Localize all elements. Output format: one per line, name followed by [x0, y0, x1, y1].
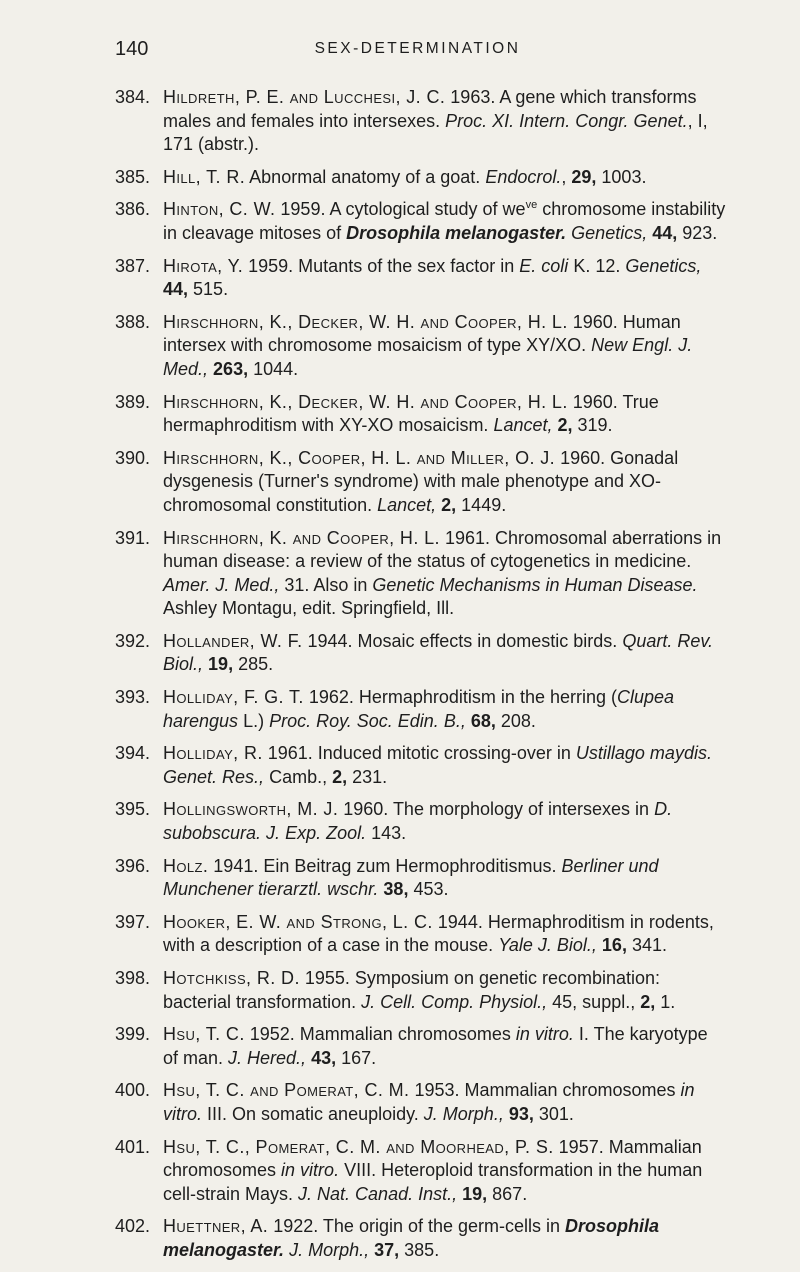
reference-text-span: VIII. Heteroploid transformation in the human cell-strain Mays.	[163, 1160, 703, 1204]
reference-text-span: Ashley Montagu, edit. Springfield, Ill.	[163, 598, 455, 619]
reference-italic-text: Quart. Rev. Biol.,	[163, 630, 714, 675]
running-head: SEX-DETERMINATION	[314, 40, 521, 57]
reference-text-span: Camb.,	[264, 766, 333, 787]
reference-text-span: 923.	[677, 222, 718, 243]
reference-text-span: III. On somatic aneuploidy.	[202, 1103, 424, 1124]
reference-italic-text: J. Morph.,	[423, 1103, 504, 1124]
reference-authors: Hirota, Y.	[163, 255, 244, 276]
reference-entry	[115, 166, 727, 190]
reference-text	[163, 391, 727, 438]
reference-volume: 37,	[374, 1239, 400, 1260]
reference-text	[163, 311, 727, 382]
reference-volume: 2,	[557, 415, 573, 436]
reference-text	[163, 855, 727, 902]
reference-text-span: 1953. Mammalian chromosomes	[409, 1080, 681, 1101]
reference-number: 388.	[115, 311, 151, 332]
reference-entry	[115, 447, 727, 518]
reference-italic-text: Drosophila melanogaster.	[163, 1216, 660, 1260]
reference-number: 392.	[115, 630, 151, 651]
reference-entry	[115, 855, 727, 902]
reference-volume: 44,	[163, 279, 189, 300]
reference-text	[163, 967, 727, 1014]
reference-text-span: 385.	[399, 1239, 440, 1260]
reference-authors: Hotchkiss, R. D.	[163, 968, 300, 988]
reference-volume: 44,	[652, 222, 678, 243]
reference-text-span: 1952. Mammalian chromosomes	[244, 1024, 516, 1045]
reference-italic-text: Drosophila melanogaster.	[346, 222, 567, 243]
reference-text	[163, 630, 727, 677]
page-number: 140	[115, 38, 149, 60]
reference-italic-text: Genetic Mechanisms in Human Disease.	[372, 574, 698, 595]
reference-italic-text: D. subobscura. J. Exp. Zool.	[163, 799, 673, 844]
reference-authors: Hirschhorn, K. and Cooper, H. L.	[163, 527, 440, 548]
reference-italic-text: Amer. J. Med.,	[163, 574, 280, 595]
page-header	[115, 38, 720, 68]
reference-authors: Huettner, A.	[163, 1216, 269, 1237]
reference-italic-text: Yale J. Biol.,	[498, 935, 597, 956]
reference-text-span: 143.	[366, 823, 407, 844]
reference-number: 385.	[115, 166, 151, 187]
reference-authors: Hsu, T. C.	[163, 1024, 245, 1045]
reference-authors: Hildreth, P. E. and Lucchesi, J. C.	[163, 87, 446, 107]
reference-list	[115, 86, 727, 1272]
reference-text	[163, 1079, 727, 1126]
reference-text-span: 1959. Mutants of the sex factor in	[243, 255, 520, 276]
reference-italic-text: J. Hered.,	[228, 1047, 307, 1068]
reference-authors: Hirschhorn, K., Decker, W. H. and Cooper, H. L.	[163, 391, 568, 412]
reference-authors: Hill, T. R.	[163, 166, 246, 187]
reference-italic-text: Genetics,	[625, 255, 702, 276]
reference-italic-text: Berliner und Munchener tierarztl. wschr.	[163, 855, 659, 900]
reference-text	[163, 166, 727, 190]
reference-text-span: I. The karyotype of man.	[163, 1024, 708, 1068]
reference-volume: 68,	[470, 710, 496, 731]
reference-volume: 2,	[441, 494, 457, 515]
reference-italic-text: Genetics,	[571, 222, 648, 243]
reference-italic-text: Clupea harengus	[163, 687, 675, 731]
reference-entry	[115, 967, 727, 1014]
reference-authors: Hsu, T. C., Pomerat, C. M. and Moorhead, P. S.	[163, 1136, 554, 1157]
reference-number: 398.	[115, 968, 151, 988]
reference-volume: 2,	[332, 766, 348, 787]
reference-text-span: 1955. Symposium on genetic recombination: bacterial transformation.	[163, 968, 661, 1012]
reference-authors: Hirschhorn, K., Decker, W. H. and Cooper, H. L.	[163, 311, 568, 332]
reference-text-span: 1961. Induced mitotic crossing-over in	[262, 743, 576, 764]
reference-text-span: L.)	[238, 710, 270, 731]
reference-italic-text: Endocrol.	[485, 166, 562, 187]
reference-text	[163, 86, 727, 157]
reference-text-span: 341.	[626, 935, 667, 956]
reference-text-span: 1957. Mammalian chromosomes	[163, 1136, 702, 1181]
reference-authors: Holliday, F. G. T.	[163, 687, 304, 708]
reference-text	[163, 1023, 727, 1070]
reference-text	[163, 255, 727, 302]
reference-entry	[115, 86, 727, 157]
reference-italic-text: in vitro.	[163, 1080, 695, 1124]
reference-authors: Hinton, C. W.	[163, 199, 276, 220]
reference-text-span: 208.	[495, 710, 536, 731]
reference-text-span: 285.	[233, 654, 274, 675]
reference-text-span: 1960. True hermaphroditism with XY-XO mosaicism.	[163, 391, 659, 436]
reference-number: 396.	[115, 855, 151, 876]
reference-text-span: 1962. Hermaphroditism in the herring (	[303, 687, 617, 708]
reference-volume: 16,	[601, 935, 627, 956]
reference-text	[163, 911, 727, 958]
reference-entry	[115, 742, 727, 789]
reference-text	[163, 1136, 727, 1207]
reference-italic-text: Lancet,	[377, 494, 437, 515]
reference-text-span: chromosome instability in cleavage mitoses of	[163, 199, 726, 243]
reference-italic-text: in vitro.	[515, 1024, 574, 1045]
reference-volume: 2,	[640, 991, 656, 1012]
reference-number: 387.	[115, 255, 151, 276]
reference-text-span: , I, 171 (abstr.).	[163, 110, 708, 155]
reference-italic-text: in vitro.	[281, 1160, 340, 1181]
reference-italic-text: J. Morph.,	[289, 1239, 370, 1260]
reference-authors: Hooker, E. W. and Strong, L. C.	[163, 911, 433, 932]
reference-text-span: ,	[561, 166, 572, 187]
reference-number: 391.	[115, 527, 151, 548]
reference-authors: Hirschhorn, K., Cooper, H. L. and Miller, O. J.	[163, 447, 556, 468]
reference-text-span: 1449.	[456, 494, 507, 515]
reference-text	[163, 742, 727, 789]
reference-text-span: Abnormal anatomy of a goat.	[245, 166, 486, 187]
reference-authors: Holliday, R.	[163, 743, 263, 764]
reference-entry	[115, 798, 727, 845]
reference-number: 402.	[115, 1216, 151, 1237]
reference-italic-text: Lancet,	[493, 415, 553, 436]
reference-entry	[115, 198, 727, 245]
reference-text	[163, 527, 727, 621]
reference-text-span: 1.	[655, 991, 676, 1012]
reference-text-span: 1003.	[596, 166, 647, 187]
reference-italic-text: New Engl. J. Med.,	[163, 335, 693, 379]
reference-entry	[115, 1079, 727, 1126]
reference-italic-text: Proc. XI. Intern. Congr. Genet.	[445, 110, 688, 131]
reference-italic-text: Ustillago maydis. Genet. Res.,	[163, 743, 712, 787]
reference-text	[163, 686, 727, 733]
reference-authors: Holz.	[163, 855, 209, 876]
reference-volume: 263,	[213, 358, 249, 379]
reference-text-span: 45, suppl.,	[547, 991, 641, 1012]
reference-text-span: 231.	[347, 766, 388, 787]
reference-volume: 19,	[462, 1183, 488, 1204]
reference-number: 389.	[115, 391, 151, 412]
reference-volume: 19,	[208, 654, 234, 675]
reference-entry	[115, 911, 727, 958]
reference-number: 395.	[115, 799, 151, 820]
reference-number: 386.	[115, 199, 151, 220]
reference-number: 397.	[115, 911, 151, 932]
reference-text	[163, 798, 727, 845]
reference-number: 390.	[115, 447, 151, 468]
reference-text-span: 301.	[533, 1103, 574, 1124]
reference-authors: Hollander, W. F.	[163, 630, 303, 651]
reference-text	[163, 1215, 727, 1262]
reference-volume: 38,	[383, 879, 409, 900]
reference-entry	[115, 255, 727, 302]
reference-text	[163, 198, 727, 245]
reference-entry	[115, 1136, 727, 1207]
reference-text-span: 1044.	[248, 358, 299, 379]
reference-volume: 93,	[508, 1103, 534, 1124]
reference-text-span: 1960. Human intersex with chromosome mosaicism of type XY/XO.	[163, 311, 681, 356]
reference-italic-text: J. Cell. Comp. Physiol.,	[361, 991, 548, 1012]
reference-number: 393.	[115, 687, 151, 708]
reference-text-span: 515.	[188, 279, 229, 300]
reference-number: 401.	[115, 1136, 151, 1157]
reference-text-span: 453.	[408, 879, 449, 900]
reference-volume: 29,	[571, 166, 597, 187]
reference-italic-text: J. Nat. Canad. Inst.,	[298, 1183, 458, 1204]
reference-italic-text: Proc. Roy. Soc. Edin. B.,	[269, 710, 466, 731]
reference-volume: 43,	[311, 1047, 337, 1068]
reference-entry	[115, 527, 727, 621]
reference-entry	[115, 1215, 727, 1262]
reference-text-span: 319.	[572, 415, 613, 436]
reference-italic-text: E. coli	[519, 255, 569, 276]
reference-text-span: 1944. Mosaic effects in domestic birds.	[302, 630, 623, 651]
reference-text-span: 1961. Chromosomal aberrations in human disease: a review of the status of cytogenetics in medicine.	[163, 527, 722, 572]
reference-text-span: 1959. A cytological study of we	[275, 199, 526, 220]
reference-text-span: 1960. The morphology of intersexes in	[338, 799, 655, 820]
reference-text-span: ve	[525, 199, 538, 212]
reference-authors: Hsu, T. C. and Pomerat, C. M.	[163, 1080, 410, 1101]
reference-entry	[115, 311, 727, 382]
reference-text-span: 1960. Gonadal dysgenesis (Turner's syndrome) with male phenotype and XO-chromosomal constitution.	[163, 447, 679, 515]
reference-entry	[115, 630, 727, 677]
reference-text-span: 1944. Hermaphroditism in rodents, with a description of a case in the mouse.	[163, 911, 714, 956]
reference-text	[163, 447, 727, 518]
reference-entry	[115, 391, 727, 438]
reference-number: 394.	[115, 743, 151, 764]
reference-text-span: 867.	[487, 1183, 528, 1204]
reference-text-span: 167.	[336, 1047, 377, 1068]
reference-text-span: 1941. Ein Beitrag zum Hermophroditismus.	[208, 855, 562, 876]
reference-text-span: K. 12.	[568, 255, 626, 276]
reference-number: 399.	[115, 1024, 151, 1045]
reference-entry	[115, 686, 727, 733]
reference-text-span: 31. Also in	[279, 574, 373, 595]
reference-text-span: 1963. A gene which transforms males and females into intersexes.	[163, 87, 697, 131]
reference-text-span: 1922. The origin of the germ-cells in	[268, 1216, 566, 1237]
reference-number: 384.	[115, 87, 151, 107]
reference-authors: Hollingsworth, M. J.	[163, 799, 339, 820]
reference-number: 400.	[115, 1080, 151, 1101]
reference-entry	[115, 1023, 727, 1070]
